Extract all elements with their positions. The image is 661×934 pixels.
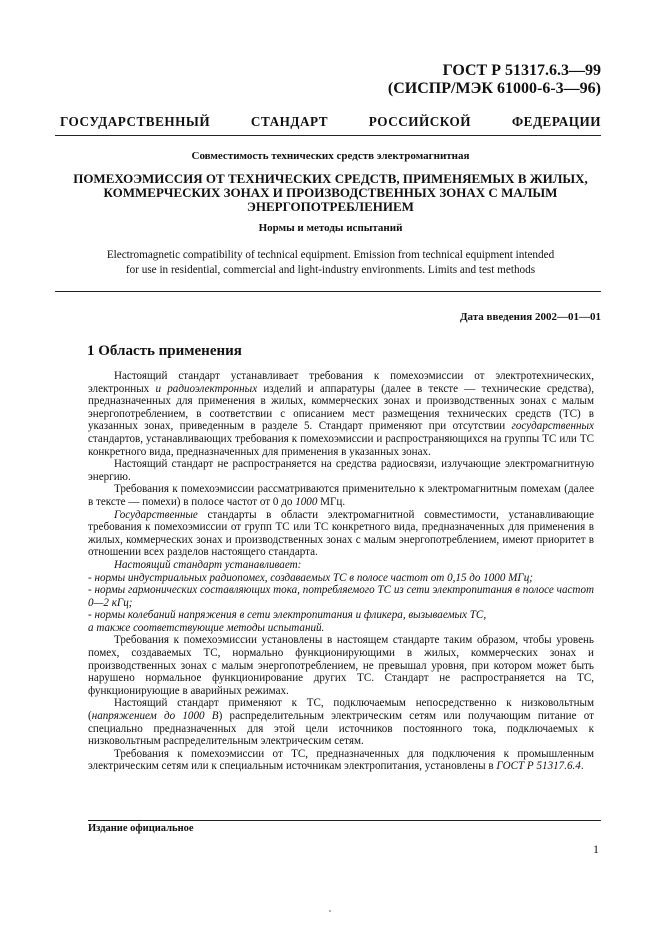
list-item: а также соответствующие методы испытаний. xyxy=(88,621,325,634)
section-heading: 1 Область применения xyxy=(87,343,242,359)
standard-subject: Совместимость технических средств электромагнитная xyxy=(191,150,470,162)
paragraph: Требования к помехоэмиссии установлены в настоящем стандарте таким образом, чтобы уровень помех, создаваемых ТС, нормально функционирующими в жилых, коммерческих зонах и производственных зонах с малым энергопотреблением, не превышал уровня, при котором может быть нарушено нормальное функционирование других ТС. Стандарт не распространяется на ТС, функционирующие в аварийных режимах. xyxy=(88,634,594,697)
title-line: ЭНЕРГОПОТРЕБЛЕНИЕМ xyxy=(247,199,414,214)
title-divider xyxy=(55,291,601,292)
title-line: ПОМЕХОЭМИССИЯ ОТ ТЕХНИЧЕСКИХ СРЕДСТВ, ПРИМЕНЯЕМЫХ В ЖИЛЫХ, xyxy=(73,171,588,186)
norms-subtitle: Нормы и методы испытаний xyxy=(258,222,403,234)
introduction-date: Дата введения 2002—01—01 xyxy=(459,311,601,323)
english-title-line: Electromagnetic compatibility of technical equipment. Emission from technical equipment intended xyxy=(106,249,555,261)
official-edition-label: Издание официальное xyxy=(88,823,194,834)
footer-divider xyxy=(88,820,601,821)
title-line: КОММЕРЧЕСКИХ ЗОНАХ И ПРОИЗВОДСТВЕННЫХ ЗОНАХ С МАЛЫМ xyxy=(103,185,558,200)
standard-code-main: ГОСТ Р 51317.6.3—99 xyxy=(442,62,601,79)
standard-code-alt: (СИСПР/МЭК 61000-6-3—96) xyxy=(387,80,601,97)
paragraph: Настоящий стандарт устанавливает требования к помехоэмиссии от электротехнических, электронных и радиоэлектронных изделий и аппаратуры (далее в тексте — технические средства), предназначенных для применения в жилых, коммерческих зонах и производственных зонах с малым энергопотреблением, в соответствии с описанием мест размещения технических средств (ТС) в указанных зонах, приведенным в разделе 5. Стандарт применяют при отсутствии государственных стандартов, устанавливающих требования к помехоэмиссии и распространяющихся на группы ТС или ТС конкретного вида, предназначенных для применения в указанных зонах. xyxy=(88,370,594,458)
state-standard-title: ГОСУДАРСТВЕННЫЙ СТАНДАРТ РОССИЙСКОЙ ФЕДЕРАЦИИ xyxy=(60,114,601,129)
page-number: 1 xyxy=(593,842,599,856)
list-item: - нормы индустриальных радиопомех, создаваемых ТС в полосе частот от 0,15 до 1000 МГц; xyxy=(88,571,533,584)
paragraph: Требования к помехоэмиссии рассматриваются применительно к электромагнитным помехам (далее в тексте — помехи) в полосе частот от 0 до 1000 МГц. xyxy=(88,483,594,508)
paragraph: Требования к помехоэмиссии от ТС, предназначенных для подключения к промышленным электрическим сетям или к специальным источникам электропитания, установлены в ГОСТ Р 51317.6.4. xyxy=(88,747,594,773)
standard-code xyxy=(388,62,601,98)
paragraph: Настоящий стандарт устанавливает: xyxy=(114,558,302,571)
list-item: - нормы колебаний напряжения в сети электропитания и фликера, вызываемых ТС, xyxy=(88,609,487,622)
section-body xyxy=(88,370,594,773)
scan-dot xyxy=(329,910,331,912)
english-title xyxy=(60,248,601,278)
english-title-line: for use in residential, commercial and light-industry environments. Limits and test methods xyxy=(125,264,536,276)
list-item: - нормы гармонических составляющих тока, потребляемого ТС из сети электропитания в полосе частот 0—2 кГц; xyxy=(88,584,594,609)
header-divider xyxy=(55,135,601,136)
paragraph: Настоящий стандарт применяют к ТС, подключаемым непосредственно к низковольтным (напряжением до 1000 В) распределительным электрическим сетям или получающим питание от специально предназначенных для этой цели источников постоянного тока, подключаемых к низковольтным распределительным электрическим сетям. xyxy=(88,697,594,748)
paragraph: Государственные стандарты в области электромагнитной совместимости, устанавливающие требования к помехоэмиссии от групп ТС или ТС конкретного вида, предназначенных для применения в жилых, коммерческих зонах и производственных зонах с малым энергопотреблением, имеют приоритет в отношении всех разделов настоящего стандарта. xyxy=(88,508,594,559)
paragraph: Настоящий стандарт не распространяется на средства радиосвязи, излучающие электромагнитную энергию. xyxy=(88,458,594,483)
document-title xyxy=(60,172,601,214)
